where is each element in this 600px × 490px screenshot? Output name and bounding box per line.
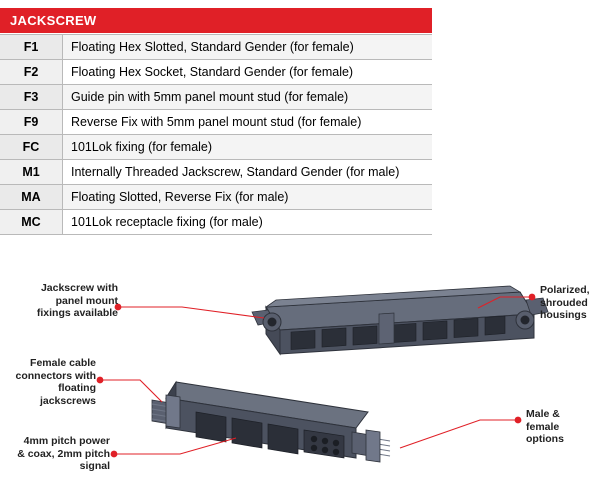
table-row	[0, 60, 432, 85]
callout-polarized-shrouded: Polarized, shrouded housings	[540, 284, 590, 321]
table-row	[0, 160, 432, 185]
table-row	[0, 185, 432, 210]
table-row	[0, 210, 432, 235]
row-description: Internally Threaded Jackscrew, Standard Gender (for male)	[63, 160, 433, 185]
table-row	[0, 110, 432, 135]
callout-pitch-power-coax: 4mm pitch power & coax, 2mm pitch signal	[17, 435, 110, 472]
row-code: F9	[0, 110, 63, 135]
row-code: F1	[0, 35, 63, 60]
row-code: MC	[0, 210, 63, 235]
table-row	[0, 135, 432, 160]
row-description: Floating Hex Slotted, Standard Gender (for female)	[63, 35, 433, 60]
row-code: FC	[0, 135, 63, 160]
table-body	[0, 35, 432, 235]
row-description: 101Lok receptacle fixing (for male)	[63, 210, 433, 235]
row-description: Reverse Fix with 5mm panel mount stud (for female)	[63, 110, 433, 135]
top-connector-illustration	[252, 286, 548, 354]
row-description: Floating Slotted, Reverse Fix (for male)	[63, 185, 433, 210]
row-code: MA	[0, 185, 63, 210]
connector-diagram	[0, 252, 600, 490]
row-description: Guide pin with 5mm panel mount stud (for female)	[63, 85, 433, 110]
table-row	[0, 85, 432, 110]
jackscrew-table	[0, 34, 432, 235]
jackscrew-table-container	[0, 8, 432, 235]
table-row	[0, 35, 432, 60]
row-code: F2	[0, 60, 63, 85]
row-description: Floating Hex Socket, Standard Gender (for female)	[63, 60, 433, 85]
row-code: M1	[0, 160, 63, 185]
callout-jackscrew-panel-mount: Jackscrew with panel mount fixings available	[36, 282, 118, 319]
row-code: F3	[0, 85, 63, 110]
callout-female-cable-connectors: Female cable connectors with floating jackscrews	[15, 357, 96, 407]
row-description: 101Lok fixing (for female)	[63, 135, 433, 160]
callout-male-female-options: Male & female options	[526, 408, 564, 445]
bottom-connector-illustration	[152, 382, 390, 462]
table-title: JACKSCREW	[0, 8, 432, 34]
